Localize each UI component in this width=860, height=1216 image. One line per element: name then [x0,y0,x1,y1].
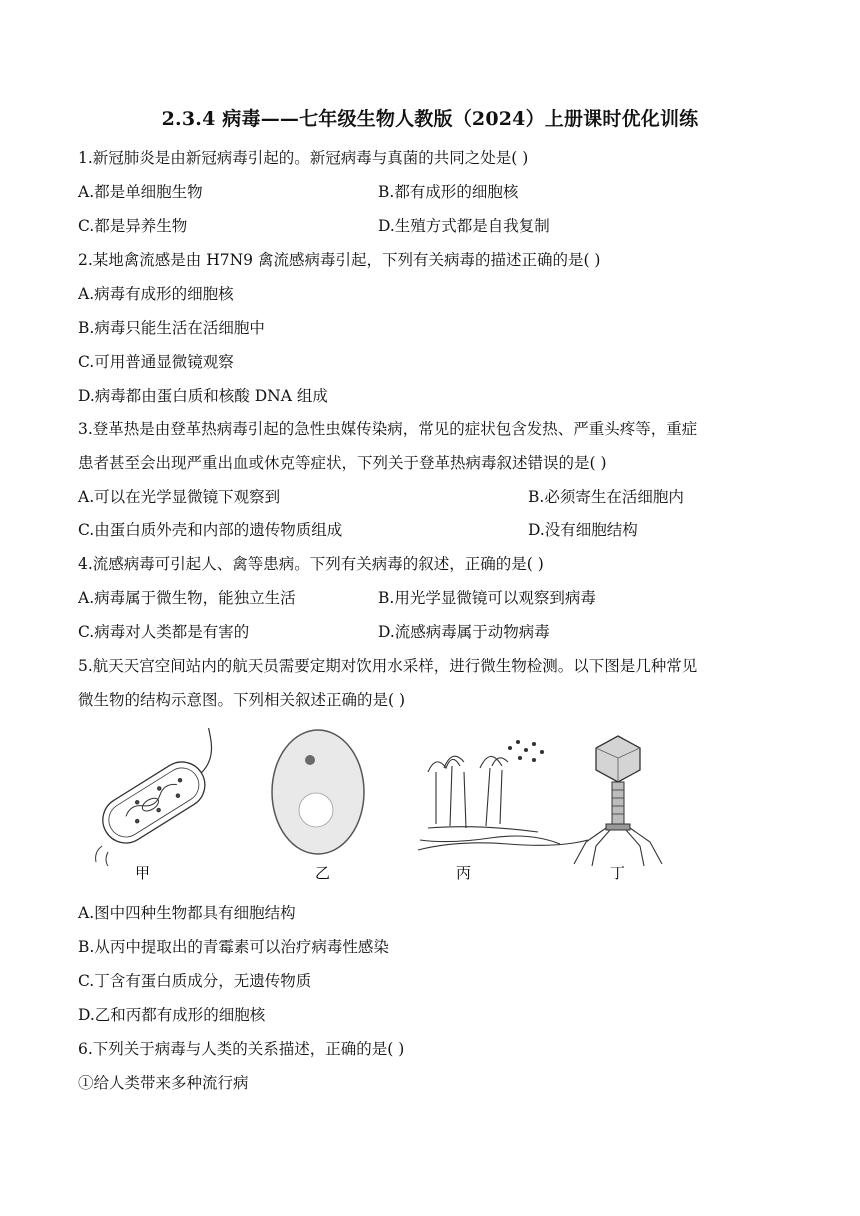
q5-option-c: C.丁含有蛋白质成分，无遗传物质 [78,972,312,990]
q3-stem-line1: 3.登革热是由登革热病毒引起的急性虫媒传染病，常见的症状包含发热、严重头疼等，重症 [78,420,698,438]
yeast-cell-illustration [272,730,364,854]
q3-option-b: B.必须寄生在活细胞内 [528,488,684,506]
q1-option-b: B.都有成形的细胞核 [378,183,519,201]
q4-option-b: B.用光学显微镜可以观察到病毒 [378,589,596,607]
q5-option-b: B.从丙中提取出的青霉素可以治疗病毒性感染 [78,938,389,956]
q5-option-d: D.乙和丙都有成形的细胞核 [78,1006,266,1024]
bacteriophage-illustration [574,736,662,866]
q4-option-a: A.病毒属于微生物，能独立生活 [78,589,296,607]
bacterium-illustration [88,728,244,866]
figure-label-bing: 丙 [456,864,472,882]
q2-option-b: B.病毒只能生活在活细胞中 [78,319,265,337]
q5-stem-line2: 微生物的结构示意图。下列相关叙述正确的是( ) [78,691,406,709]
q2-stem: 2.某地禽流感是由 H7N9 禽流感病毒引起，下列有关病毒的描述正确的是( ) [78,251,601,269]
q1-stem: 1.新冠肺炎是由新冠病毒引起的。新冠病毒与真菌的共同之处是( ) [78,149,529,167]
figure-label-yi: 乙 [315,864,331,882]
figure-label-jia: 甲 [135,864,151,882]
q3-option-d: D.没有细胞结构 [528,521,638,539]
q3-stem-line2: 患者甚至会出现严重出血或休克等症状，下列关于登革热病毒叙述错误的是( ) [78,454,607,472]
q1-option-a: A.都是单细胞生物 [78,183,203,201]
q4-stem: 4.流感病毒可引起人、禽等患病。下列有关病毒的叙述，正确的是( ) [78,555,544,573]
q3-option-c: C.由蛋白质外壳和内部的遗传物质组成 [78,521,343,539]
q5-stem-line1: 5.航天天宫空间站内的航天员需要定期对饮用水采样，进行微生物检测。以下图是几种常见 [78,657,698,675]
q2-option-d: D.病毒都由蛋白质和核酸 DNA 组成 [78,387,328,405]
q2-option-a: A.病毒有成形的细胞核 [78,285,234,303]
q4-option-d: D.流感病毒属于动物病毒 [378,623,550,641]
q1-option-d: D.生殖方式都是自我复制 [378,217,550,235]
page-title: 2.3.4 病毒——七年级生物人教版（2024）上册课时优化训练 [161,108,699,130]
figure-label-ding: 丁 [610,864,626,882]
q3-option-a: A.可以在光学显微镜下观察到 [78,488,281,506]
mold-illustration [418,741,588,851]
q6-stem: 6.下列关于病毒与人类的关系描述，正确的是( ) [78,1040,405,1058]
q6-statement-1: ①给人类带来多种流行病 [78,1074,249,1092]
microorganism-figure [88,728,688,888]
q2-option-c: C.可用普通显微镜观察 [78,353,234,371]
q1-option-c: C.都是异养生物 [78,217,188,235]
q4-option-c: C.病毒对人类都是有害的 [78,623,250,641]
q5-option-a: A.图中四种生物都具有细胞结构 [78,904,296,922]
